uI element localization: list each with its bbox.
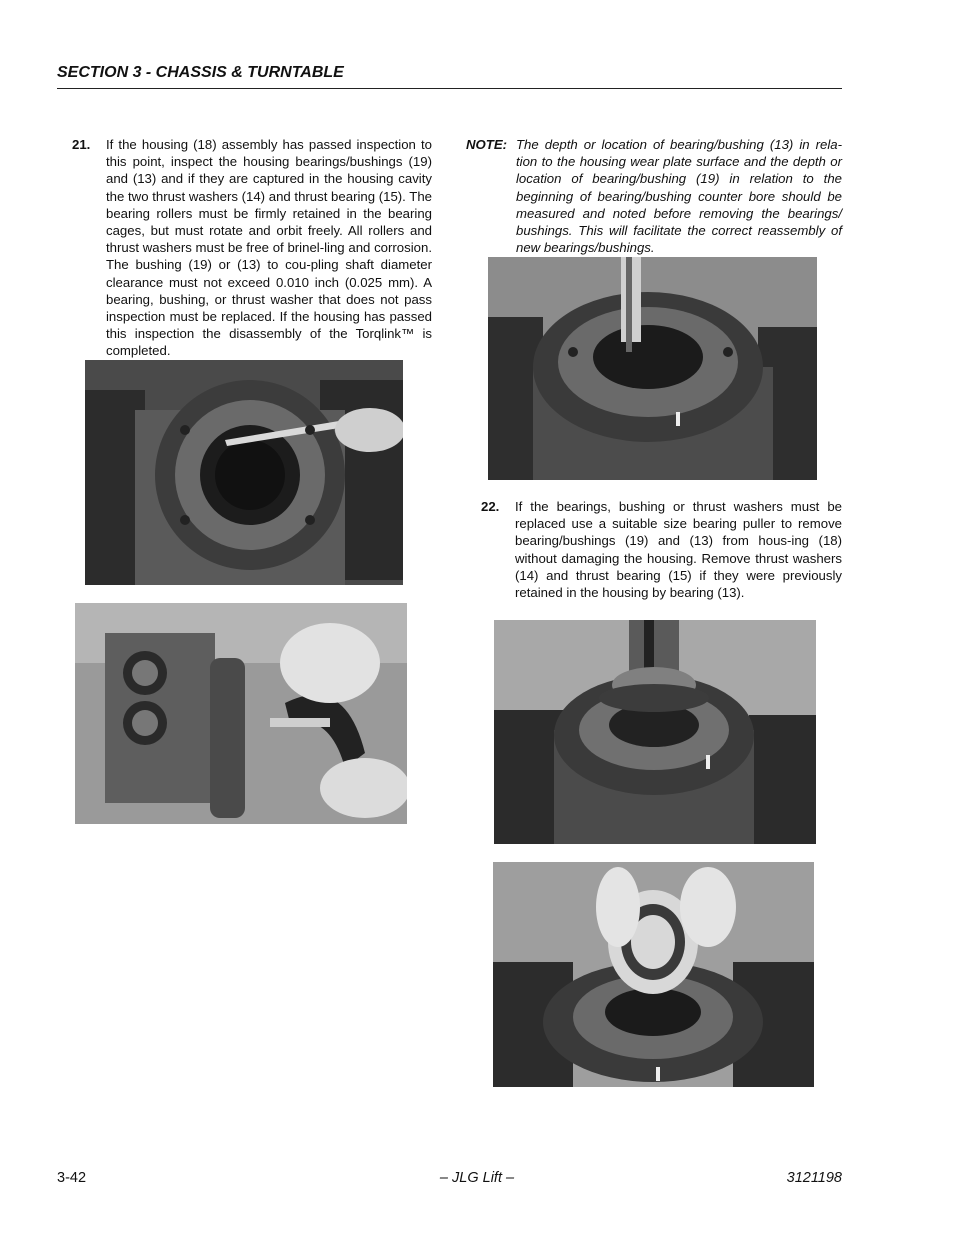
step-21 (72, 136, 432, 360)
photo-feeler-gauge-housing (85, 360, 403, 585)
footer-center-text: – JLG Lift – (439, 1170, 515, 1186)
section-title: SECTION 3 - CHASSIS & TURNTABLE (57, 64, 344, 81)
step-text: If the housing (18) assembly has passed inspection to this point, inspect the housing bearings/bushings (19) and (13) and if they are captured in the housing cavity the two thrust washers (14) and thrust bearing (15). The bearing rollers must be firmly retained in the bearing cages, but must rotate and orbit freely. All rollers and thrust washers must be free of brinel-ling and corrosion. The bushing (19) or (13) to cou-pling shaft diameter clearance must not exceed 0.010 inch (0.025 mm). A bearing, bushing, or thrust washer that does not pass inspection must be replaced. If the housing has passed this inspection the disassembly of the Torqlink™ is completed. (106, 137, 432, 359)
note-block (466, 136, 842, 256)
step-number: 22. (481, 499, 500, 514)
section-header (57, 64, 842, 89)
photo-micrometer-measurement (75, 603, 407, 824)
step-22 (481, 498, 842, 601)
photo-thrust-bearing-removal (493, 862, 814, 1087)
footer-page-number: 3-42 (57, 1170, 87, 1186)
photo-bearing-puller (494, 620, 816, 844)
footer-doc-number: 3121198 (786, 1170, 842, 1186)
note-label: NOTE: (466, 137, 508, 152)
note-text: The depth or location of bearing/bushing (13) in rela-tion to the housing wear plate surface and the depth or location of bearing/bushing (19) in relation to the beginning of bearing/bushing counter bore should be measured and noted before removing the bearings/ bushings. This will facilitate the correct reassembly of new bearings/bushings. (516, 137, 842, 256)
step-text: If the bearings, bushing or thrust washers must be replaced use a suitable size bearing puller to remove bearing/bushings (19) and (13) from hous-ing (18) without damaging the housing. Remove thrust washers (14) and thrust bearing (15) if they were previously retained in the housing by bearing (13). (515, 499, 842, 601)
photo-depth-gauge-housing (488, 257, 817, 480)
step-number: 21. (72, 137, 91, 152)
